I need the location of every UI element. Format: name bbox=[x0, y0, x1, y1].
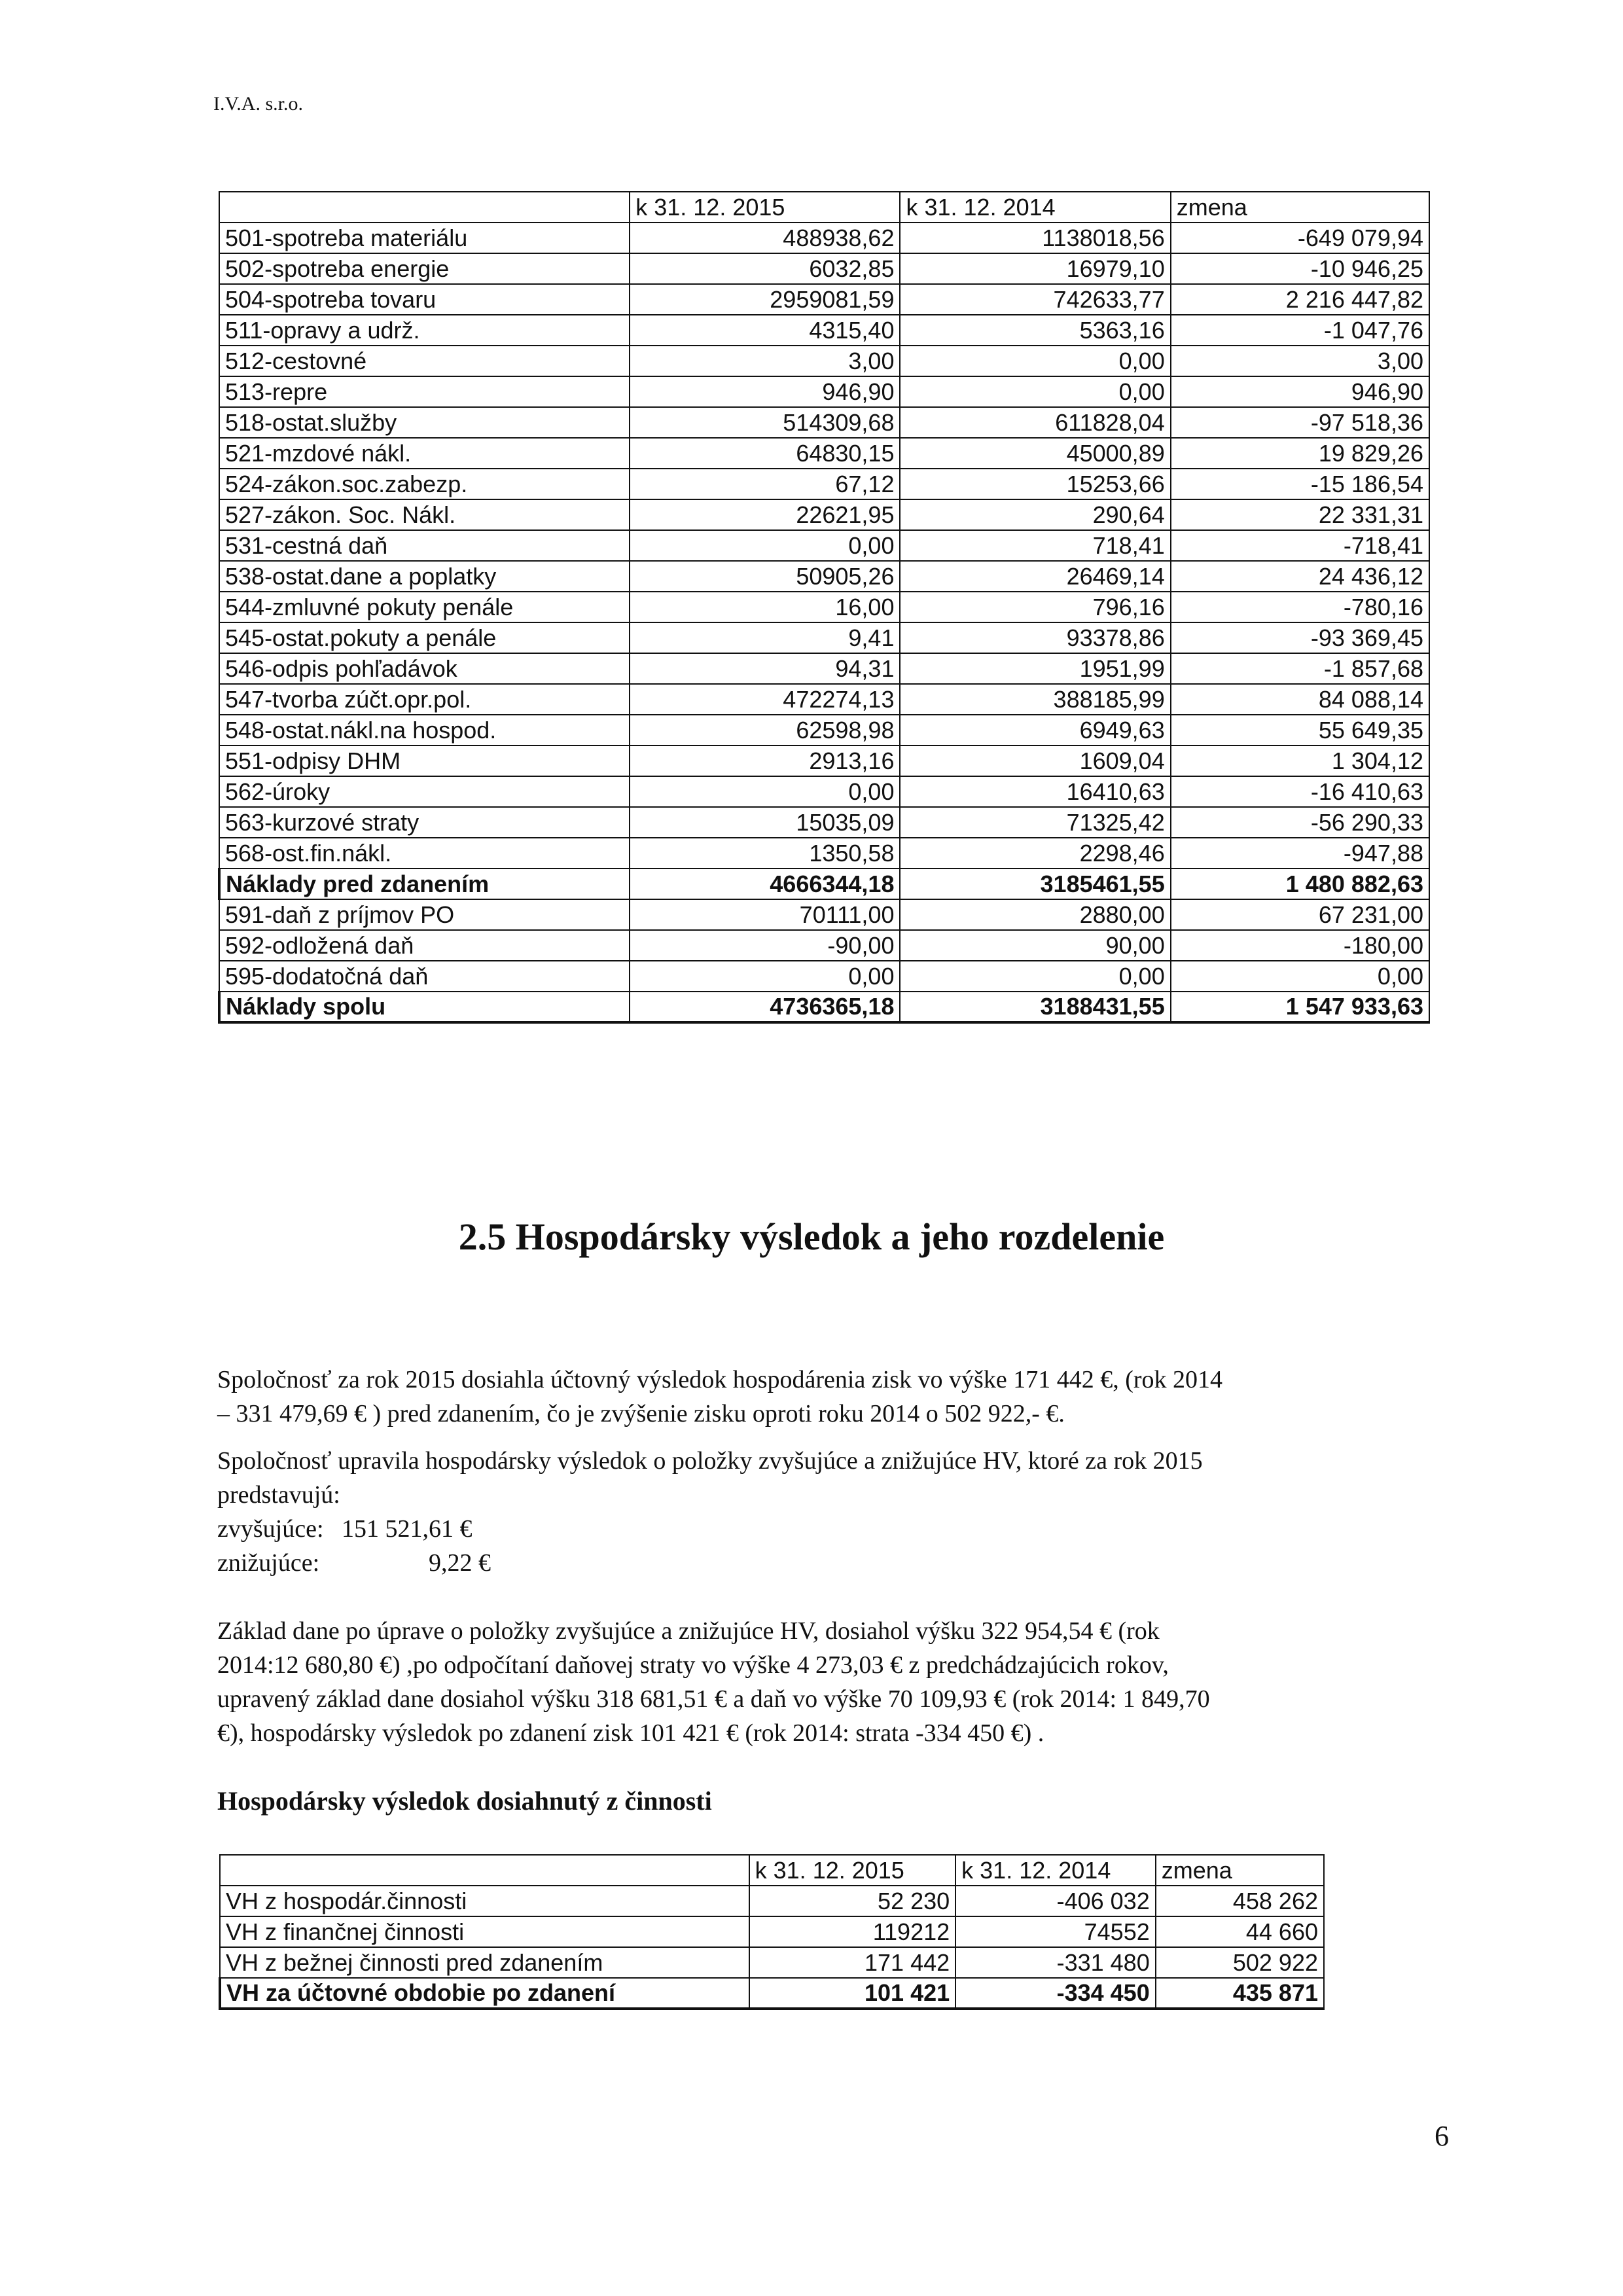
table-row bbox=[219, 530, 1429, 561]
row-label: 547-tvorba zúčt.opr.pol. bbox=[219, 684, 630, 715]
value-cell: 15035,09 bbox=[630, 807, 900, 838]
value-cell: 71325,42 bbox=[900, 807, 1170, 838]
table-row bbox=[219, 223, 1429, 253]
value-cell: 458 262 bbox=[1156, 1886, 1324, 1916]
table-row bbox=[219, 407, 1429, 438]
paragraph-adjustments bbox=[217, 1444, 1461, 1580]
value-cell: -780,16 bbox=[1171, 592, 1429, 622]
value-cell: -97 518,36 bbox=[1171, 407, 1429, 438]
value-cell: 22 331,31 bbox=[1171, 499, 1429, 530]
section-title: 2.5 Hospodársky výsledok a jeho rozdelenie bbox=[458, 1215, 1165, 1258]
paragraph-line: 2014:12 680,80 €) ,po odpočítaní daňovej straty vo výške 4 273,03 € z predchádzajúcich rokov, bbox=[217, 1651, 1169, 1679]
value-cell: 1 480 882,63 bbox=[1171, 869, 1429, 899]
value-cell: 3,00 bbox=[1171, 346, 1429, 376]
decrease-line bbox=[217, 1546, 1461, 1580]
value-cell: -90,00 bbox=[630, 930, 900, 961]
column-header: k 31. 12. 2014 bbox=[955, 1855, 1156, 1886]
value-cell: 70111,00 bbox=[630, 899, 900, 930]
table-row bbox=[220, 1916, 1324, 1947]
value-cell: 3,00 bbox=[630, 346, 900, 376]
table-row bbox=[219, 253, 1429, 284]
value-cell: 290,64 bbox=[900, 499, 1170, 530]
row-label: Náklady pred zdanením bbox=[219, 869, 630, 899]
row-label: 551-odpisy DHM bbox=[219, 745, 630, 776]
value-cell: 796,16 bbox=[900, 592, 1170, 622]
value-cell: -10 946,25 bbox=[1171, 253, 1429, 284]
table-row bbox=[220, 1947, 1324, 1978]
table-row bbox=[219, 592, 1429, 622]
value-cell: 611828,04 bbox=[900, 407, 1170, 438]
paragraph-profit bbox=[217, 1363, 1461, 1431]
increase-line bbox=[217, 1512, 1461, 1546]
row-label: 521-mzdové nákl. bbox=[219, 438, 630, 469]
table-row bbox=[219, 776, 1429, 807]
value-cell: 2959081,59 bbox=[630, 284, 900, 315]
row-label: Náklady spolu bbox=[219, 992, 630, 1022]
value-cell: -331 480 bbox=[955, 1947, 1156, 1978]
row-label: VH za účtovné obdobie po zdanení bbox=[220, 1978, 749, 2009]
value-cell: 0,00 bbox=[630, 776, 900, 807]
value-cell: 45000,89 bbox=[900, 438, 1170, 469]
row-label: 524-zákon.soc.zabezp. bbox=[219, 469, 630, 499]
row-label: 591-daň z príjmov PO bbox=[219, 899, 630, 930]
page-number: 6 bbox=[1435, 2120, 1449, 2152]
value-cell: -1 857,68 bbox=[1171, 653, 1429, 684]
value-cell: 4315,40 bbox=[630, 315, 900, 346]
row-label: 592-odložená daň bbox=[219, 930, 630, 961]
company-name: I.V.A. s.r.o. bbox=[213, 93, 303, 115]
table-row bbox=[219, 807, 1429, 838]
value-cell: -16 410,63 bbox=[1171, 776, 1429, 807]
row-label: VH z bežnej činnosti pred zdanením bbox=[220, 1947, 749, 1978]
column-header: k 31. 12. 2015 bbox=[630, 192, 900, 223]
value-cell: 64830,15 bbox=[630, 438, 900, 469]
value-cell: 55 649,35 bbox=[1171, 715, 1429, 745]
value-cell: 946,90 bbox=[1171, 376, 1429, 407]
value-cell: 742633,77 bbox=[900, 284, 1170, 315]
activity-table bbox=[219, 1854, 1325, 2010]
paragraph-line: Spoločnosť upravila hospodársky výsledok o položky zvyšujúce a znižujúce HV, ktoré za rok 2015 bbox=[217, 1447, 1203, 1475]
value-cell: 0,00 bbox=[1171, 961, 1429, 992]
table-row bbox=[219, 346, 1429, 376]
value-cell: 472274,13 bbox=[630, 684, 900, 715]
increase-value: 151 521,61 € bbox=[342, 1515, 473, 1543]
column-header: k 31. 12. 2015 bbox=[749, 1855, 956, 1886]
column-header: zmena bbox=[1171, 192, 1429, 223]
row-label: 568-ost.fin.nákl. bbox=[219, 838, 630, 869]
value-cell: 24 436,12 bbox=[1171, 561, 1429, 592]
table-row bbox=[219, 961, 1429, 992]
value-cell: 5363,16 bbox=[900, 315, 1170, 346]
paragraph-line: Základ dane po úprave o položky zvyšujúce a znižujúce HV, dosiahol výšku 322 954,54 € (rok bbox=[217, 1617, 1160, 1645]
header-row bbox=[219, 192, 1429, 223]
value-cell: 502 922 bbox=[1156, 1947, 1324, 1978]
value-cell: -334 450 bbox=[955, 1978, 1156, 2009]
value-cell: 94,31 bbox=[630, 653, 900, 684]
value-cell: -180,00 bbox=[1171, 930, 1429, 961]
paragraph-line: upravený základ dane dosiahol výšku 318 681,51 € a daň vo výške 70 109,93 € (rok 2014: 1 849,70 bbox=[217, 1685, 1210, 1713]
table-row bbox=[219, 653, 1429, 684]
value-cell: 16410,63 bbox=[900, 776, 1170, 807]
value-cell: 9,41 bbox=[630, 622, 900, 653]
value-cell: 52 230 bbox=[749, 1886, 956, 1916]
table-row bbox=[219, 469, 1429, 499]
row-label: 546-odpis pohľadávok bbox=[219, 653, 630, 684]
value-cell: 6949,63 bbox=[900, 715, 1170, 745]
table-row bbox=[219, 684, 1429, 715]
table-row bbox=[219, 622, 1429, 653]
value-cell: 84 088,14 bbox=[1171, 684, 1429, 715]
table-row bbox=[219, 869, 1429, 899]
value-cell: 16979,10 bbox=[900, 253, 1170, 284]
table-row bbox=[219, 499, 1429, 530]
value-cell: 1951,99 bbox=[900, 653, 1170, 684]
value-cell: 2880,00 bbox=[900, 899, 1170, 930]
value-cell: 2 216 447,82 bbox=[1171, 284, 1429, 315]
value-cell: 1 304,12 bbox=[1171, 745, 1429, 776]
value-cell: 1609,04 bbox=[900, 745, 1170, 776]
value-cell: 4666344,18 bbox=[630, 869, 900, 899]
value-cell: 74552 bbox=[955, 1916, 1156, 1947]
value-cell: 90,00 bbox=[900, 930, 1170, 961]
value-cell: 1 547 933,63 bbox=[1171, 992, 1429, 1022]
value-cell: 67 231,00 bbox=[1171, 899, 1429, 930]
row-label: 501-spotreba materiálu bbox=[219, 223, 630, 253]
value-cell: -56 290,33 bbox=[1171, 807, 1429, 838]
row-label: 563-kurzové straty bbox=[219, 807, 630, 838]
row-label: 527-zákon. Soc. Nákl. bbox=[219, 499, 630, 530]
row-label: VH z finančnej činnosti bbox=[220, 1916, 749, 1947]
value-cell: 22621,95 bbox=[630, 499, 900, 530]
table-row bbox=[219, 376, 1429, 407]
value-cell: -93 369,45 bbox=[1171, 622, 1429, 653]
table-row bbox=[219, 284, 1429, 315]
activity-subheading: Hospodársky výsledok dosiahnutý z činnosti bbox=[217, 1786, 712, 1816]
value-cell: 388185,99 bbox=[900, 684, 1170, 715]
value-cell: 435 871 bbox=[1156, 1978, 1324, 2009]
increase-label: zvyšujúce: bbox=[217, 1515, 324, 1543]
row-label: 545-ostat.pokuty a penále bbox=[219, 622, 630, 653]
value-cell: 119212 bbox=[749, 1916, 956, 1947]
row-label: 518-ostat.služby bbox=[219, 407, 630, 438]
column-header: zmena bbox=[1156, 1855, 1324, 1886]
value-cell: 1350,58 bbox=[630, 838, 900, 869]
column-header: k 31. 12. 2014 bbox=[900, 192, 1170, 223]
paragraph-tax-base bbox=[217, 1614, 1461, 1750]
value-cell: -649 079,94 bbox=[1171, 223, 1429, 253]
row-label: 512-cestovné bbox=[219, 346, 630, 376]
value-cell: 26469,14 bbox=[900, 561, 1170, 592]
table-row bbox=[220, 1886, 1324, 1916]
value-cell: 15253,66 bbox=[900, 469, 1170, 499]
value-cell: 171 442 bbox=[749, 1947, 956, 1978]
value-cell: 488938,62 bbox=[630, 223, 900, 253]
value-cell: 2298,46 bbox=[900, 838, 1170, 869]
value-cell: 4736365,18 bbox=[630, 992, 900, 1022]
value-cell: 101 421 bbox=[749, 1978, 956, 2009]
table-row bbox=[220, 1978, 1324, 2009]
table-row bbox=[219, 930, 1429, 961]
row-label: 513-repre bbox=[219, 376, 630, 407]
value-cell: 93378,86 bbox=[900, 622, 1170, 653]
column-header bbox=[219, 192, 630, 223]
row-label: 595-dodatočná daň bbox=[219, 961, 630, 992]
paragraph-line: €), hospodársky výsledok po zdanení zisk 101 421 € (rok 2014: strata -334 450 €) . bbox=[217, 1719, 1044, 1747]
decrease-value: 9,22 € bbox=[429, 1549, 491, 1577]
table-row bbox=[219, 315, 1429, 346]
value-cell: 1138018,56 bbox=[900, 223, 1170, 253]
row-label: 531-cestná daň bbox=[219, 530, 630, 561]
value-cell: -718,41 bbox=[1171, 530, 1429, 561]
value-cell: 0,00 bbox=[630, 530, 900, 561]
value-cell: 0,00 bbox=[630, 961, 900, 992]
column-header bbox=[220, 1855, 749, 1886]
table-row bbox=[219, 899, 1429, 930]
row-label: 538-ostat.dane a poplatky bbox=[219, 561, 630, 592]
table-row bbox=[219, 438, 1429, 469]
table-row bbox=[219, 745, 1429, 776]
table-row bbox=[219, 992, 1429, 1022]
row-label: 511-opravy a udrž. bbox=[219, 315, 630, 346]
value-cell: 0,00 bbox=[900, 961, 1170, 992]
value-cell: 44 660 bbox=[1156, 1916, 1324, 1947]
paragraph-line: predstavujú: bbox=[217, 1481, 340, 1509]
decrease-label: znižujúce: bbox=[217, 1549, 320, 1577]
table-row bbox=[219, 838, 1429, 869]
value-cell: -15 186,54 bbox=[1171, 469, 1429, 499]
row-label: 502-spotreba energie bbox=[219, 253, 630, 284]
table-row bbox=[219, 715, 1429, 745]
table-row bbox=[219, 561, 1429, 592]
value-cell: 19 829,26 bbox=[1171, 438, 1429, 469]
value-cell: 6032,85 bbox=[630, 253, 900, 284]
value-cell: -947,88 bbox=[1171, 838, 1429, 869]
value-cell: -1 047,76 bbox=[1171, 315, 1429, 346]
row-label: 504-spotreba tovaru bbox=[219, 284, 630, 315]
row-label: 548-ostat.nákl.na hospod. bbox=[219, 715, 630, 745]
costs-table bbox=[218, 191, 1430, 1024]
value-cell: 67,12 bbox=[630, 469, 900, 499]
header-row bbox=[220, 1855, 1324, 1886]
value-cell: 3185461,55 bbox=[900, 869, 1170, 899]
value-cell: 0,00 bbox=[900, 346, 1170, 376]
value-cell: -406 032 bbox=[955, 1886, 1156, 1916]
value-cell: 62598,98 bbox=[630, 715, 900, 745]
value-cell: 3188431,55 bbox=[900, 992, 1170, 1022]
value-cell: 718,41 bbox=[900, 530, 1170, 561]
row-label: 544-zmluvné pokuty penále bbox=[219, 592, 630, 622]
value-cell: 16,00 bbox=[630, 592, 900, 622]
row-label: VH z hospodár.činnosti bbox=[220, 1886, 749, 1916]
value-cell: 2913,16 bbox=[630, 745, 900, 776]
value-cell: 946,90 bbox=[630, 376, 900, 407]
value-cell: 50905,26 bbox=[630, 561, 900, 592]
value-cell: 0,00 bbox=[900, 376, 1170, 407]
value-cell: 514309,68 bbox=[630, 407, 900, 438]
row-label: 562-úroky bbox=[219, 776, 630, 807]
paragraph-line: – 331 479,69 € ) pred zdanením, čo je zvýšenie zisku oproti roku 2014 o 502 922,- €. bbox=[217, 1400, 1065, 1427]
paragraph-line: Spoločnosť za rok 2015 dosiahla účtovný výsledok hospodárenia zisk vo výške 171 442 €, (rok 2014 bbox=[217, 1366, 1223, 1393]
